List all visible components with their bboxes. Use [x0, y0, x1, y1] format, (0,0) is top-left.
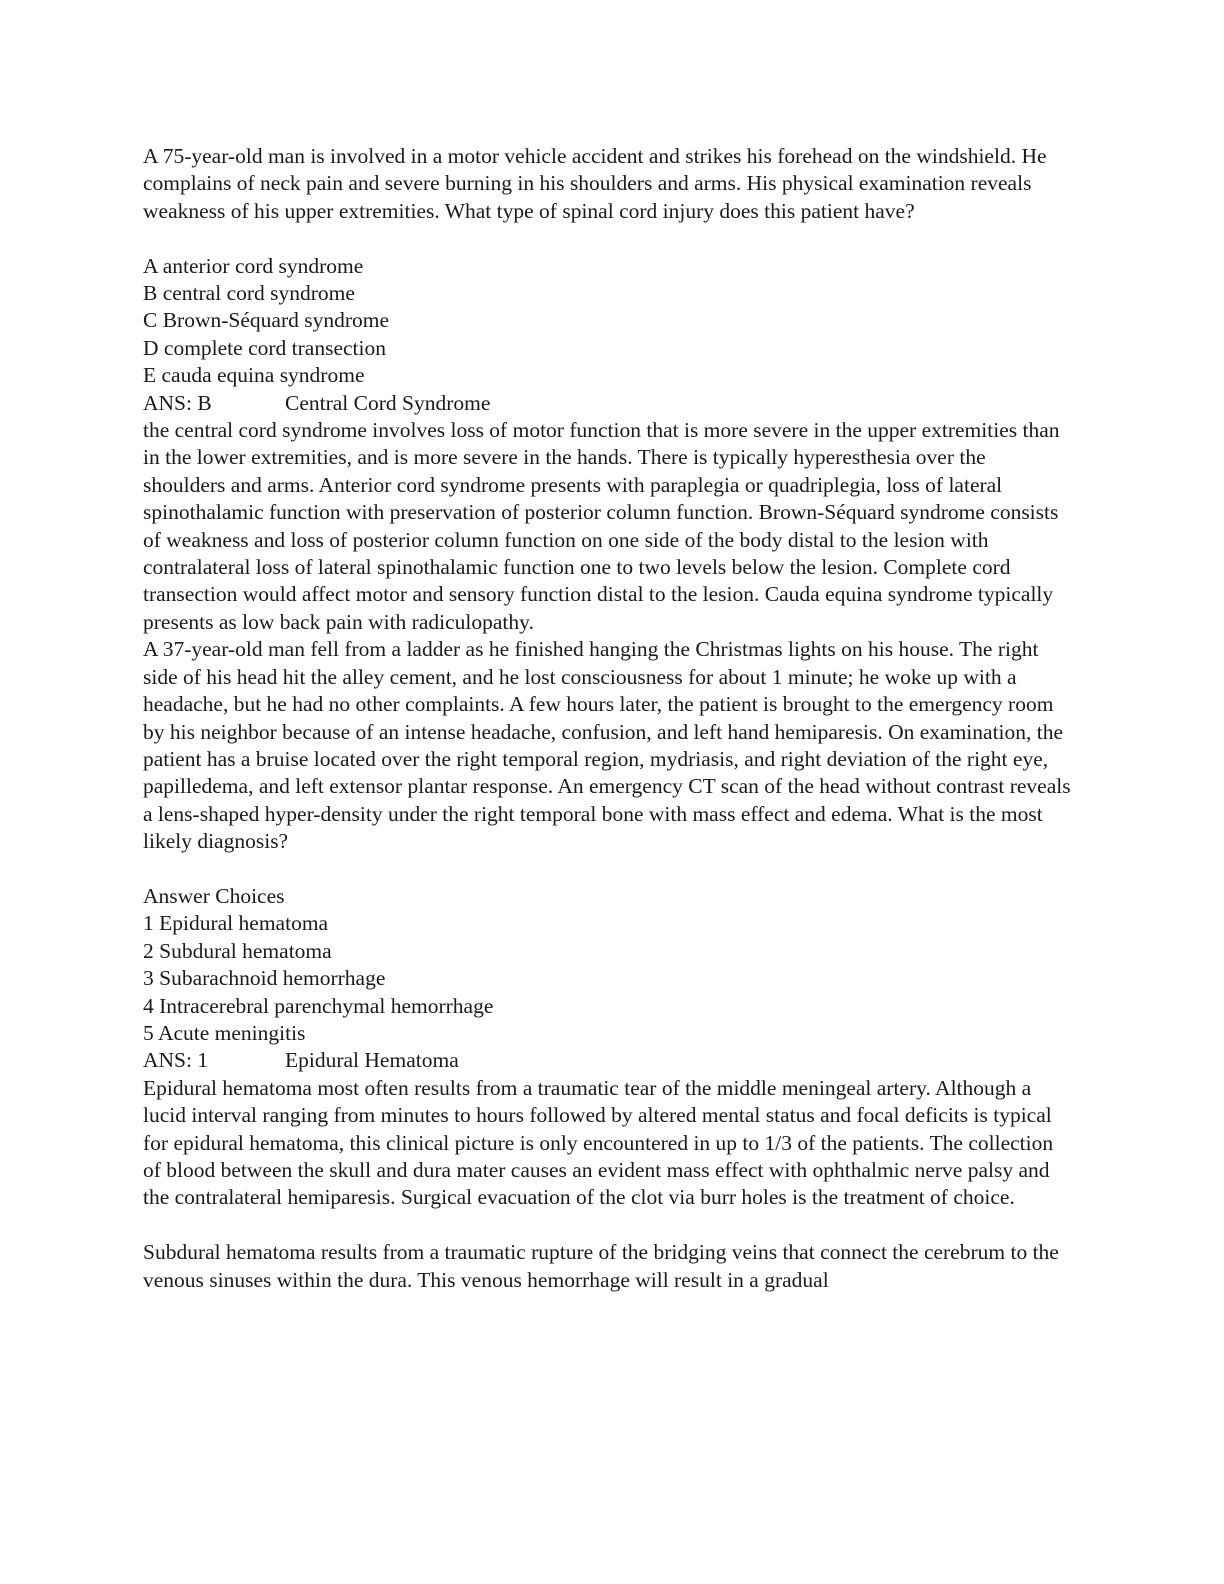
spacer: [143, 225, 1073, 252]
q1-choice-b: B central cord syndrome: [143, 281, 355, 306]
q1-choice-a: A anterior cord syndrome: [143, 253, 364, 278]
spacer: [143, 856, 1073, 883]
q2-choice-5: 5 Acute meningitis: [143, 1020, 306, 1045]
q1-choice-c: C Brown-Séquard syndrome: [143, 308, 390, 333]
q2-choices-heading: Answer Choices: [143, 883, 285, 908]
q2-answer-label: ANS: 1: [143, 1048, 209, 1073]
spacer: [143, 1212, 1073, 1239]
q1-choice-e: E cauda equina syndrome: [143, 363, 365, 388]
q2-explanation: Epidural hematoma most often results from a traumatic tear of the middle meningeal artery. Although a lucid interval ranging from minutes to hours followed by altered mental status and focal deficits is typical for epidural hematoma, this clinical picture is only encountered in up to 1/3 of the patients. The collection of blood between the skull and dura mater causes an evident mass effect with ophthalmic nerve palsy and the contralateral hemiparesis. Surgical evacuation of the clot via burr holes is the treatment of choice.: [143, 1075, 1054, 1210]
q2-choice-2: 2 Subdural hematoma: [143, 938, 332, 963]
question-1-stem: A 75-year-old man is involved in a motor vehicle accident and strikes his forehead on the windshield. He complains of neck pain and severe burning in his shoulders and arms. His physical examination reveals weakness of his upper extremities. What type of spinal cord injury does this patient have?: [143, 144, 1047, 223]
q1-answer-text: Central Cord Syndrome: [285, 390, 491, 415]
q1-choice-d: D complete cord transection: [143, 335, 386, 360]
page-content: [143, 143, 1073, 1294]
question-2-stem: A 37-year-old man fell from a ladder as he finished hanging the Christmas lights on his house. The right side of his head hit the alley cement, and he lost consciousness for about 1 minute; he woke up with a headache, but he had no other complaints. A few hours later, the patient is brought to the emergency room by his neighbor because of an intense headache, confusion, and left hand hemiparesis. On examination, the patient has a bruise located over the right temporal region, mydriasis, and right deviation of the right eye, papilledema, and left extensor plantar response. An emergency CT scan of the head without contrast reveals a lens-shaped hyper-density under the right temporal bone with mass effect and edema. What is the most likely diagnosis?: [143, 637, 1071, 854]
q1-answer: [143, 390, 1073, 417]
q2-explanation-continued: Subdural hematoma results from a traumatic rupture of the bridging veins that connect the cerebrum to the venous sinuses within the dura. This venous hemorrhage will result in a gradual: [143, 1240, 1059, 1292]
q2-choice-4: 4 Intracerebral parenchymal hemorrhage: [143, 993, 494, 1018]
q2-choice-1: 1 Epidural hematoma: [143, 911, 329, 936]
q2-answer-text: Epidural Hematoma: [285, 1048, 459, 1073]
q2-choice-3: 3 Subarachnoid hemorrhage: [143, 966, 386, 991]
q1-answer-label: ANS: B: [143, 390, 212, 415]
q1-explanation: the central cord syndrome involves loss of motor function that is more severe in the upper extremities than in the lower extremities, and is more severe in the hands. There is typically hyperesthesia over the shoulders and arms. Anterior cord syndrome presents with paraplegia or quadriplegia, loss of lateral spinothalamic function with preservation of posterior column function. Brown-Séquard syndrome consists of weakness and loss of posterior column function on one side of the body distal to the lesion with contralateral loss of lateral spinothalamic function one to two levels below the lesion. Complete cord transection would affect motor and sensory function distal to the lesion. Cauda equina syndrome typically presents as low back pain with radiculopathy.: [143, 418, 1060, 634]
q2-answer: [143, 1047, 1073, 1074]
